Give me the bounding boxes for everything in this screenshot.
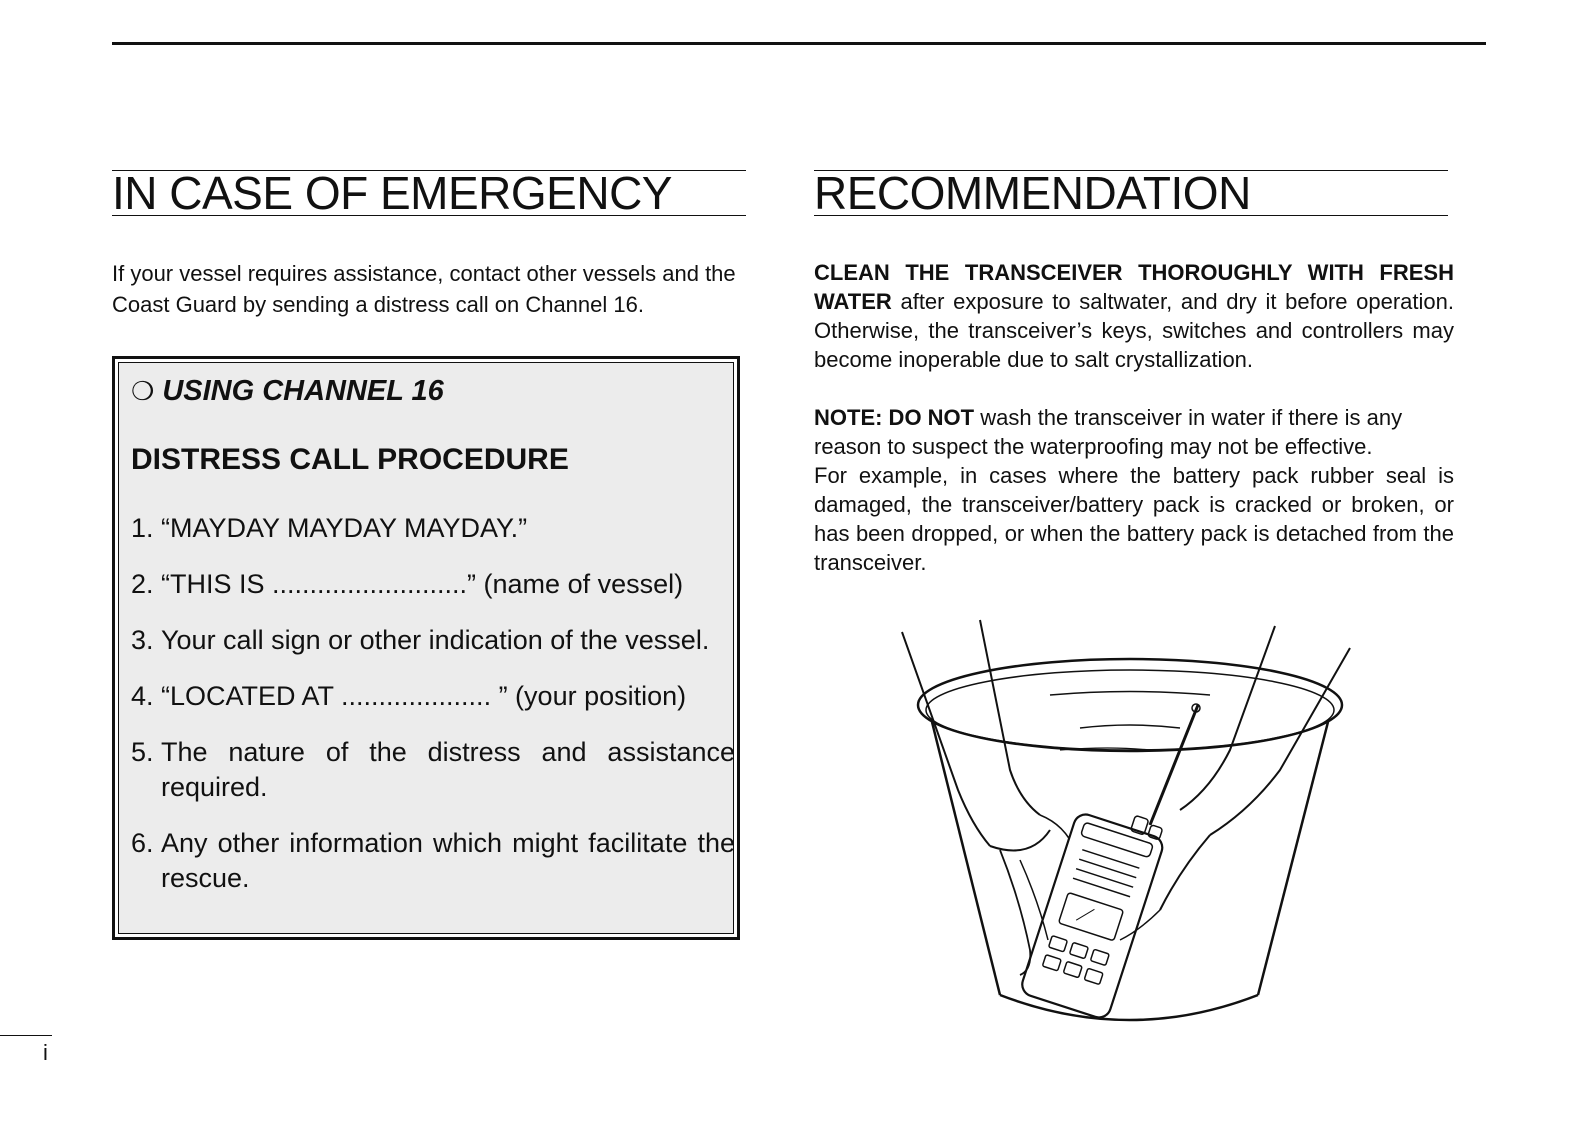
emergency-intro: If your vessel requires assistance, contact other vessels and the Coast Guard by sending a distress call on Channel 16.: [112, 261, 736, 317]
step-text: “THIS IS ..........................” (name of vessel): [161, 569, 684, 599]
step-number: 1.: [131, 513, 154, 543]
step-number: 5.: [131, 737, 154, 767]
step-text: “MAYDAY MAYDAY MAYDAY.”: [161, 513, 528, 543]
step-number: 2.: [131, 569, 154, 599]
step-text: Your call sign or other indication of the vessel.: [161, 625, 710, 655]
washing-transceiver-illustration: [880, 610, 1380, 1040]
procedure-step: [131, 735, 735, 805]
recommendation-section: [814, 167, 1454, 575]
note-rest: wash the transceiver in water if there is any reason to suspect the waterproofing may not be effective.: [814, 405, 1403, 459]
procedure-step: [131, 511, 735, 546]
clean-paragraph: [814, 258, 1454, 374]
box-heading-text: USING CHANNEL 16: [162, 375, 444, 407]
box-heading: [131, 375, 444, 408]
emergency-section: [112, 167, 746, 893]
emergency-title: IN CASE OF EMERGENCY: [112, 170, 746, 216]
header-rule: [112, 42, 1486, 45]
note-paragraph: [814, 403, 1454, 461]
step-number: 3.: [131, 625, 154, 655]
step-number: 6.: [131, 828, 154, 858]
procedure-step: [131, 826, 735, 896]
clean-rest: after exposure to saltwater, and dry it before operation. Otherwise, the transceiver’s keys, switches and controllers may become inoperable due to salt crystallization.: [814, 289, 1454, 372]
procedure-step: [131, 567, 735, 602]
clean-bold: CLEAN THE TRANSCEIVER THOROUGHLY WITH FRESH WATER: [814, 260, 1454, 314]
step-text: “LOCATED AT .................... ” (your position): [161, 681, 687, 711]
procedure-step: [131, 679, 735, 714]
step-text: Any other information which might facilitate the rescue.: [161, 828, 735, 893]
distress-procedure-title: DISTRESS CALL PROCEDURE: [131, 443, 569, 476]
procedure-steps: [131, 511, 735, 917]
procedure-step: [131, 623, 735, 658]
note-bold: NOTE: DO NOT: [814, 405, 975, 430]
step-text: The nature of the distress and assistance required.: [161, 737, 735, 802]
footer-rule: [0, 1035, 52, 1036]
circle-bullet-icon: ❍: [131, 376, 155, 406]
recommendation-title: RECOMMENDATION: [814, 170, 1448, 216]
page-number: i: [43, 1040, 48, 1065]
step-number: 4.: [131, 681, 154, 711]
channel16-box: [112, 356, 740, 940]
example-paragraph: For example, in cases where the battery pack rubber seal is damaged, the transceiver/battery pack is cracked or broken, or has been dropped, or when the battery pack is detached from the transceiver.: [814, 463, 1454, 575]
